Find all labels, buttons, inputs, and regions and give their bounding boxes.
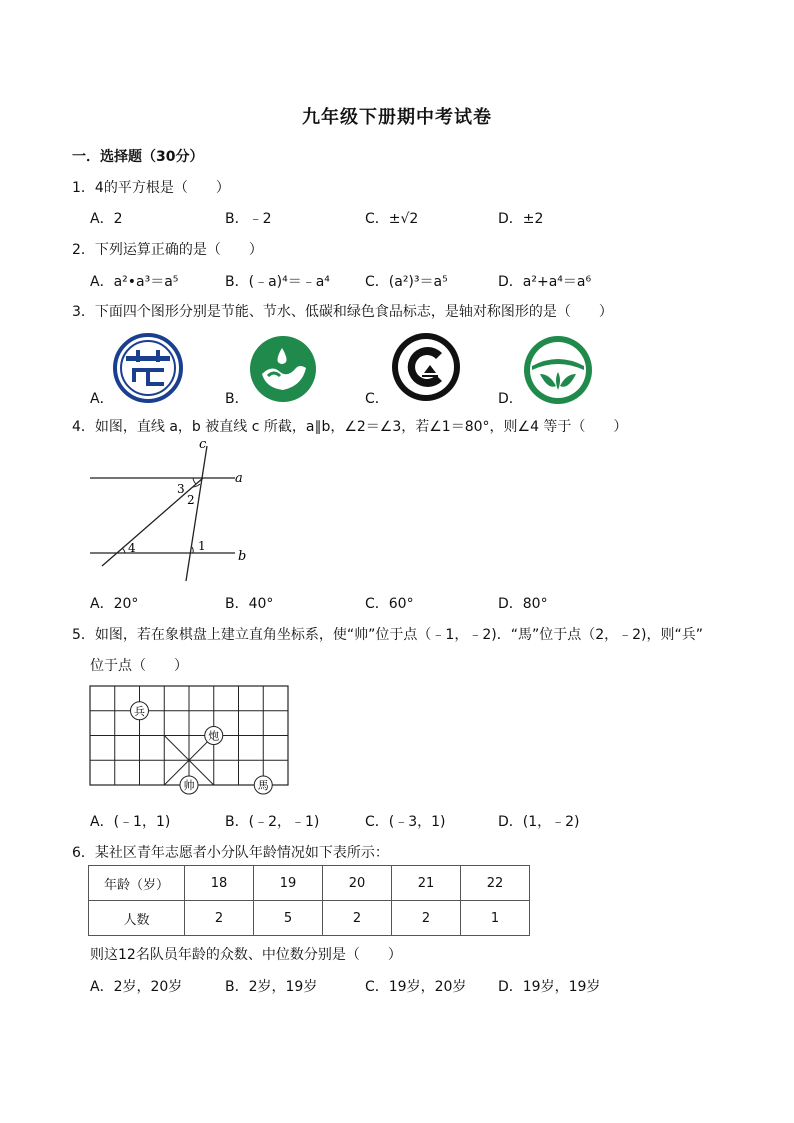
q1-option-d: D．±2 <box>498 211 544 227</box>
label-c: c <box>199 437 207 452</box>
water-saving-logo-icon <box>248 334 318 404</box>
label-a: a <box>235 471 243 486</box>
piece-pao-label: 炮 <box>208 729 220 743</box>
question-2-stem: 2．下列运算正确的是（ ） <box>72 242 263 258</box>
piece-shuai <box>180 776 198 794</box>
piece-pao <box>205 727 223 745</box>
q3-label-d: D． <box>498 391 523 407</box>
label-angle-2: 2 <box>187 493 195 507</box>
table-cell: 2 <box>392 901 461 936</box>
question-5-stem-line1: 5．如图，若在象棋盘上建立直角坐标系，使“帅”位于点（﹣1，﹣2)．“馬”位于点（2，﹣2)，则“兵” <box>72 627 703 643</box>
piece-bing-label: 兵 <box>134 705 145 718</box>
q4-option-b: B．40° <box>225 596 274 612</box>
energy-saving-logo-icon <box>112 332 184 404</box>
q6-option-d: D．19岁，19岁 <box>498 979 601 995</box>
page-title: 九年级下册期中考试卷 <box>302 107 492 128</box>
section-heading: 一．选择题（30分） <box>72 149 204 165</box>
chess-board-figure <box>84 680 294 800</box>
age-table <box>88 865 530 936</box>
q5-option-c: C．(﹣3，1) <box>365 814 446 830</box>
q1-option-c: C．±√2 <box>365 211 419 227</box>
table-row <box>89 901 530 936</box>
q2-option-c: C．(a²)³＝a⁵ <box>365 274 448 290</box>
question-6-stem: 6．某社区青年志愿者小分队年龄情况如下表所示： <box>72 845 389 861</box>
piece-ma-label: 馬 <box>257 779 269 792</box>
q5-option-a: A．(﹣1，1) <box>90 814 171 830</box>
piece-shuai-label: 帅 <box>183 779 195 792</box>
q2-option-a: A．a²•a³＝a⁵ <box>90 274 179 290</box>
table-cell: 2 <box>323 901 392 936</box>
q3-label-c: C． <box>365 391 389 407</box>
q3-label-b: B． <box>225 391 249 407</box>
q6-option-b: B．2岁，19岁 <box>225 979 318 995</box>
label-b: b <box>238 549 247 564</box>
table-cell: 19 <box>254 866 323 901</box>
label-angle-3: 3 <box>177 482 185 496</box>
q5-option-b: B．(﹣2，﹣1) <box>225 814 320 830</box>
q3-label-a: A． <box>90 391 114 407</box>
table-cell: 21 <box>392 866 461 901</box>
parallel-lines-figure <box>85 436 260 586</box>
q4-option-d: D．80° <box>498 596 548 612</box>
q2-option-d: D．a²+a⁴＝a⁶ <box>498 274 592 290</box>
q5-option-d: D．(1，﹣2) <box>498 814 580 830</box>
question-6-prompt: 则这12名队员年龄的众数、中位数分别是（ ） <box>90 947 402 963</box>
question-3-stem: 3．下面四个图形分别是节能、节水、低碳和绿色食品标志，是轴对称图形的是（ ） <box>72 304 613 320</box>
low-carbon-logo-icon <box>390 331 462 403</box>
q4-option-c: C．60° <box>365 596 414 612</box>
label-angle-4: 4 <box>128 541 136 555</box>
table-cell: 人数 <box>89 901 185 936</box>
piece-bing <box>131 702 149 720</box>
table-cell: 22 <box>461 866 530 901</box>
table-cell: 1 <box>461 901 530 936</box>
table-cell: 20 <box>323 866 392 901</box>
q1-option-a: A．2 <box>90 211 123 227</box>
table-row <box>89 866 530 901</box>
table-cell: 年龄（岁） <box>89 866 185 901</box>
q4-option-a: A．20° <box>90 596 139 612</box>
table-cell: 2 <box>185 901 254 936</box>
question-1-stem: 1．4的平方根是（ ） <box>72 180 230 196</box>
q2-option-b: B．(﹣a)⁴＝﹣a⁴ <box>225 274 330 290</box>
table-cell: 5 <box>254 901 323 936</box>
q6-option-c: C．19岁，20岁 <box>365 979 467 995</box>
q1-option-b: B．﹣2 <box>225 211 272 227</box>
q6-option-a: A．2岁，20岁 <box>90 979 183 995</box>
label-angle-1: 1 <box>198 539 206 553</box>
green-food-logo-icon <box>522 334 594 406</box>
question-5-stem-line2: 位于点（ ） <box>90 658 188 674</box>
piece-ma <box>254 776 272 794</box>
question-4-stem: 4．如图，直线 a，b 被直线 c 所截，a∥b，∠2＝∠3，若∠1＝80°，则∠4 等于（ ） <box>72 419 628 435</box>
table-cell: 18 <box>185 866 254 901</box>
line-c <box>186 446 207 581</box>
